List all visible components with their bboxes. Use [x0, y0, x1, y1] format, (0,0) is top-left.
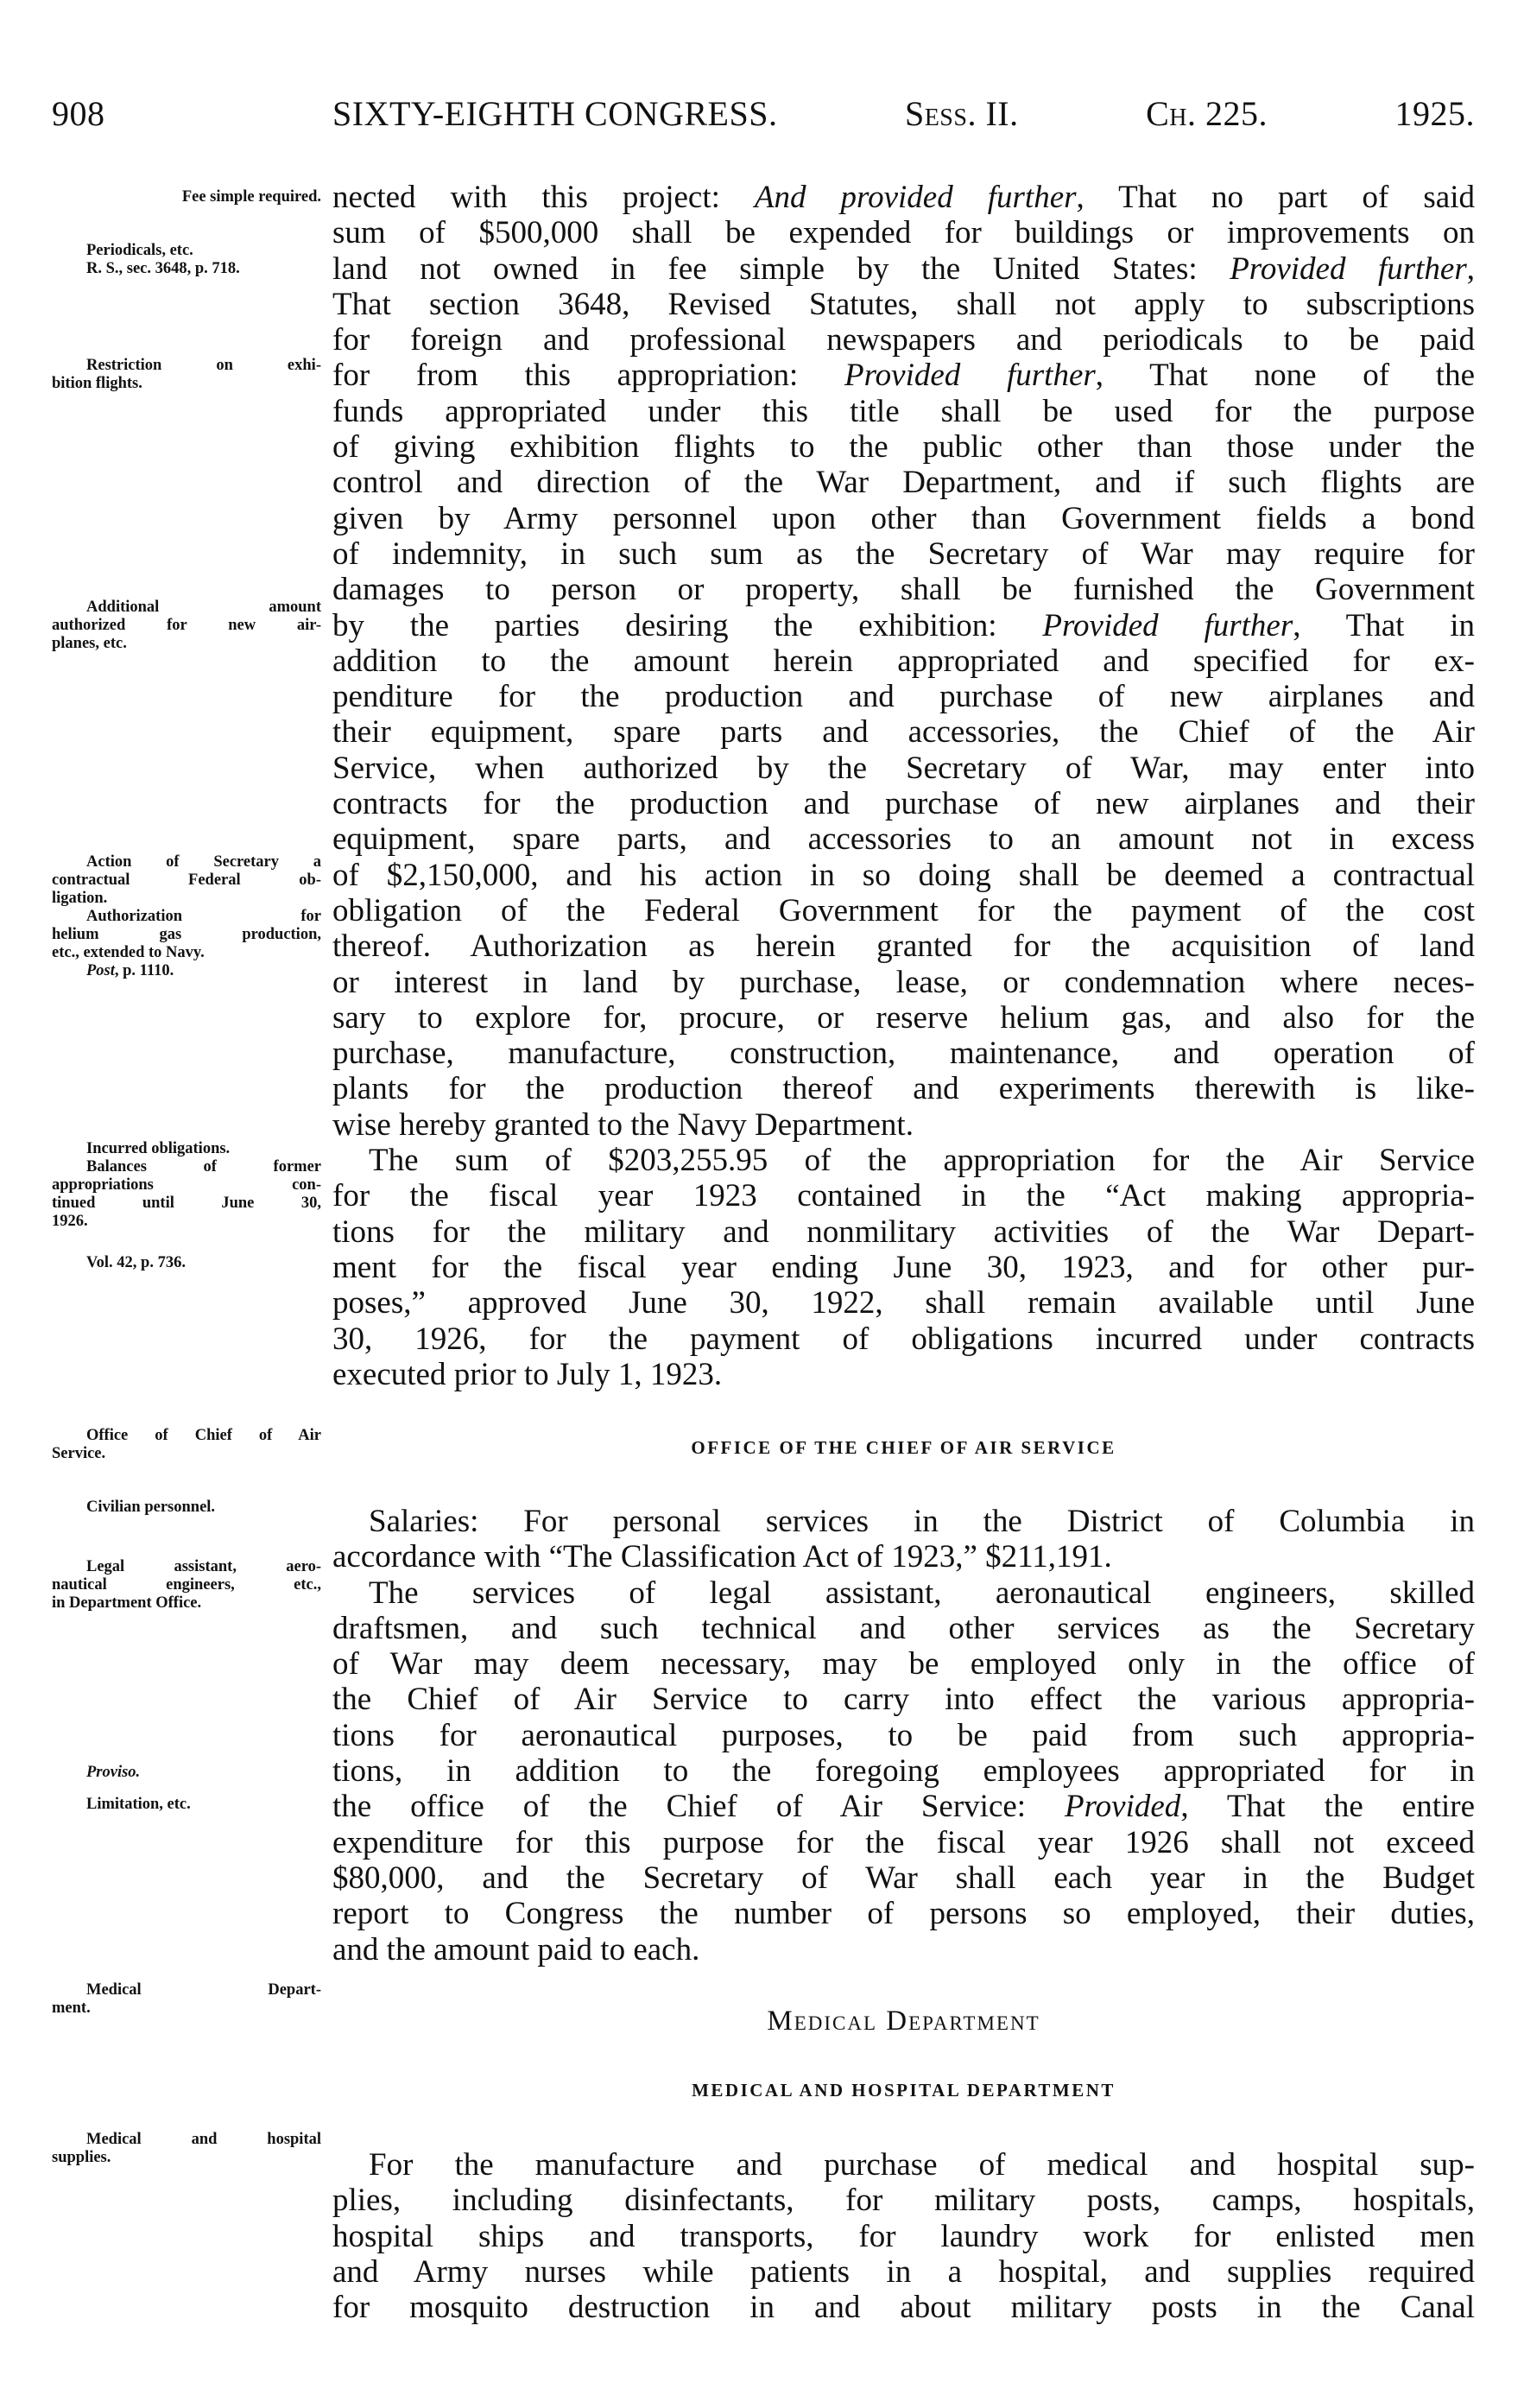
- text-line: R. S., sec. 3648, p. 718.: [86, 260, 240, 277]
- paragraph: [332, 1575, 1475, 1968]
- text-line: executed prior to July 1, 1923.: [332, 1356, 723, 1392]
- text-line: Periodicals, etc.: [86, 242, 193, 259]
- text-line: addition to the amount herein appropriated and specified for ex-: [332, 643, 1475, 679]
- text-line: planes, etc.: [52, 635, 127, 652]
- text-line: tinued until June 30,: [52, 1194, 321, 1212]
- text-line: and the amount paid to each.: [332, 1931, 700, 1968]
- text-line: nautical engineers, etc.,: [52, 1576, 321, 1594]
- text-line: ment.: [52, 1999, 91, 2017]
- text-line: Restriction on exhi-: [86, 357, 321, 374]
- margin-note-office-chief: [52, 1427, 321, 1463]
- section-heading-office-chief-air-service: OFFICE OF THE CHIEF OF AIR SERVICE: [691, 1437, 1116, 1458]
- section-heading-medical-hospital: MEDICAL AND HOSPITAL DEPARTMENT: [692, 2080, 1116, 2101]
- italic-text: Proviso.: [86, 1764, 141, 1781]
- text-line: of giving exhibition flights to the public other than those under the: [332, 429, 1475, 466]
- text-line: tions, in addition to the foregoing employees appropriated for in: [332, 1753, 1475, 1790]
- page-number: 908: [52, 94, 105, 133]
- text-line: of $2,150,000, and his action in so doing shall be deemed a contractual: [332, 857, 1475, 893]
- margin-note-vol42: [52, 1254, 321, 1272]
- italic-text: Provided further: [1042, 607, 1293, 643]
- section-heading-medical-department: Medical Department: [767, 2006, 1040, 2037]
- text-line: contractual Federal ob-: [52, 871, 321, 889]
- text-line: by the parties desiring the exhibition: Provided further, That in: [332, 607, 1476, 643]
- text-line: $80,000, and the Secretary of War shall each year in the Budget: [332, 1860, 1475, 1896]
- paragraph: [52, 2131, 321, 2167]
- paragraph: [52, 1254, 321, 1272]
- text-line: wise hereby granted to the Navy Department.: [332, 1106, 914, 1143]
- margin-note-civilian: [52, 1499, 321, 1517]
- text-line: given by Army personnel upon other than Government fields a bond: [332, 500, 1475, 536]
- text-line: 30, 1926, for the payment of obligations incurred under contracts: [332, 1321, 1475, 1357]
- text-line: thereof. Authorization as herein granted for the acquisition of land: [332, 928, 1475, 965]
- text-line: bition flights.: [52, 375, 142, 392]
- text-line: Action of Secretary a: [86, 853, 321, 871]
- header-session: Sess. II.: [904, 94, 1019, 133]
- paragraph: [52, 599, 321, 653]
- italic-text: And provided further: [754, 180, 1077, 215]
- text-line: ligation.: [52, 890, 108, 907]
- paragraph: [52, 1764, 321, 1782]
- header-year: 1925.: [1394, 94, 1475, 133]
- text-line: For the manufacture and purchase of medical and hospital sup-: [369, 2147, 1475, 2183]
- margin-note-proviso: [52, 1764, 321, 1782]
- text-line: 1926.: [52, 1213, 88, 1230]
- text-line: damages to person or property, shall be furnished the Government: [332, 572, 1475, 608]
- text-line: Limitation, etc.: [86, 1796, 191, 1813]
- text-line: Fee simple required.: [181, 188, 321, 206]
- text-line: Office of Chief of Air: [86, 1427, 321, 1444]
- text-line: authorized for new air-: [52, 617, 321, 634]
- text-line: supplies.: [52, 2149, 111, 2166]
- body-text-block-3: [332, 2147, 1475, 2325]
- paragraph: [52, 1427, 321, 1463]
- paragraph: [52, 242, 321, 260]
- text-line: and Army nurses while patients in a hospital, and supplies required: [332, 2253, 1475, 2290]
- text-line: That section 3648, Revised Statutes, shall not apply to subscriptions: [332, 286, 1475, 322]
- text-line: Additional amount: [86, 599, 321, 616]
- text-line: Service.: [52, 1445, 106, 1462]
- text-line: Legal assistant, aero-: [86, 1558, 321, 1575]
- paragraph: [52, 908, 321, 962]
- text-line: Medical Depart-: [86, 1981, 321, 1999]
- text-line: equipment, spare parts, and accessories to an amount not in excess: [332, 821, 1475, 858]
- text-line: [52, 1764, 321, 1782]
- text-line: for from this appropriation: Provided further, That none of the: [332, 358, 1475, 394]
- margin-note-periodicals: [52, 242, 321, 278]
- text-line: sum of $500,000 shall be expended for buildings or improvements on: [332, 215, 1475, 251]
- text-line: report to Congress the number of persons so employed, their duties,: [332, 1896, 1475, 1932]
- paragraph: [52, 962, 321, 980]
- text-line: Salaries: For personal services in the District of Columbia in: [369, 1504, 1475, 1539]
- text-line: sary to explore for, procure, or reserve helium gas, and also for the: [332, 999, 1475, 1036]
- margin-note-fee-simple: [52, 188, 321, 206]
- text-line: the office of the Chief of Air Service: Provided, That the entire: [332, 1789, 1476, 1825]
- text-line: plies, including disinfectants, for military posts, camps, hospitals,: [332, 2183, 1475, 2219]
- margin-note-legal-assistant: [52, 1558, 321, 1613]
- running-header: [332, 93, 1475, 134]
- text-line: penditure for the production and purchase of new airplanes and: [332, 679, 1475, 715]
- paragraph: [52, 1158, 321, 1231]
- text-line: helium gas production,: [52, 926, 321, 943]
- text-line: poses,” approved June 30, 1922, shall remain available until June: [332, 1285, 1475, 1321]
- header-chapter: Ch. 225.: [1146, 94, 1268, 133]
- margin-note-medical-hospital: [52, 2131, 321, 2167]
- text-line: tions for aeronautical purposes, to be paid from such appropria-: [332, 1717, 1475, 1753]
- text-line: accordance with “The Classification Act of 1923,” $211,191.: [332, 1539, 1112, 1575]
- text-line: for mosquito destruction in and about military posts in the Canal: [332, 2290, 1475, 2326]
- body-text-block-2: [332, 1504, 1475, 1968]
- paragraph: [52, 1981, 321, 2018]
- margin-note-restriction: [52, 357, 321, 393]
- italic-text: Post: [86, 962, 115, 979]
- text-line: of indemnity, in such sum as the Secretary of War may require for: [332, 535, 1475, 572]
- text-line: Post, p. 1110.: [86, 962, 174, 979]
- text-line: draftsmen, and such technical and other services as the Secretary: [332, 1610, 1475, 1646]
- text-line: obligation of the Federal Government for the payment of the cost: [332, 892, 1475, 928]
- text-line: Service, when authorized by the Secretary of War, may enter into: [332, 750, 1475, 786]
- paragraph: [332, 2147, 1475, 2325]
- text-line: nected with this project: And provided further, That no part of said: [332, 180, 1475, 215]
- italic-text: Provided further: [1230, 250, 1467, 287]
- text-line: contracts for the production and purchase of new airplanes and their: [332, 786, 1475, 822]
- paragraph: [332, 1143, 1475, 1392]
- text-line: funds appropriated under this title shall be used for the purpose: [332, 393, 1475, 429]
- text-line: the Chief of Air Service to carry into effect the various appropria-: [332, 1682, 1475, 1718]
- text-line: land not owned in fee simple by the United States: Provided further,: [332, 250, 1476, 287]
- text-line: expenditure for this purpose for the fiscal year 1926 shall not exceed: [332, 1824, 1475, 1860]
- margin-note-additional-amount: [52, 599, 321, 653]
- text-line: their equipment, spare parts and accessories, the Chief of the Air: [332, 714, 1475, 751]
- text-line: Civilian personnel.: [86, 1499, 216, 1516]
- text-line: appropriations con-: [52, 1176, 321, 1194]
- margin-note-incurred-obligations: [52, 1140, 321, 1231]
- paragraph: [52, 260, 321, 278]
- paragraph: [332, 180, 1475, 1143]
- text-line: Vol. 42, p. 736.: [86, 1254, 186, 1271]
- paragraph: [52, 1499, 321, 1517]
- text-line: The services of legal assistant, aeronautical engineers, skilled: [369, 1575, 1475, 1611]
- text-line: for the fiscal year 1923 contained in the “Act making appropria-: [332, 1178, 1475, 1214]
- text-line: tions for the military and nonmilitary activities of the War Depart-: [332, 1214, 1475, 1250]
- text-line: purchase, manufacture, construction, maintenance, and operation of: [332, 1036, 1475, 1072]
- paragraph: [52, 853, 321, 908]
- text-line: Balances of former: [86, 1158, 321, 1175]
- header-congress: SIXTY-EIGHTH CONGRESS.: [332, 94, 778, 133]
- italic-text: Provided further: [844, 358, 1096, 394]
- paragraph: [52, 357, 321, 393]
- paragraph: [52, 1796, 321, 1814]
- text-line: Authorization for: [86, 908, 321, 925]
- text-line: hospital ships and transports, for laundry work for enlisted men: [332, 2218, 1475, 2254]
- text-line: for foreign and professional newspapers and periodicals to be paid: [332, 322, 1475, 358]
- paragraph: [52, 1558, 321, 1613]
- paragraph: [52, 1140, 321, 1158]
- text-line: or interest in land by purchase, lease, or condemnation where neces-: [332, 964, 1475, 1000]
- text-line: control and direction of the War Department, and if such flights are: [332, 465, 1475, 501]
- text-line: plants for the production thereof and experiments therewith is like-: [332, 1071, 1475, 1107]
- text-line: of War may deem necessary, may be employed only in the office of: [332, 1646, 1475, 1682]
- text-line: in Department Office.: [52, 1594, 202, 1612]
- margin-note-limitation: [52, 1796, 321, 1814]
- italic-text: Provided: [1065, 1789, 1181, 1825]
- text-line: The sum of $203,255.95 of the appropriation for the Air Service: [369, 1143, 1475, 1179]
- paragraph: [52, 188, 321, 206]
- margin-note-medical-department: [52, 1981, 321, 2018]
- margin-note-action-helium: [52, 853, 321, 980]
- text-line: Medical and hospital: [86, 2131, 321, 2148]
- text-line: Incurred obligations.: [86, 1140, 231, 1157]
- body-text-block-1: [332, 180, 1475, 1392]
- text-line: ment for the fiscal year ending June 30, 1923, and for other pur-: [332, 1249, 1475, 1285]
- text-line: etc., extended to Navy.: [52, 944, 205, 961]
- paragraph: [332, 1504, 1475, 1575]
